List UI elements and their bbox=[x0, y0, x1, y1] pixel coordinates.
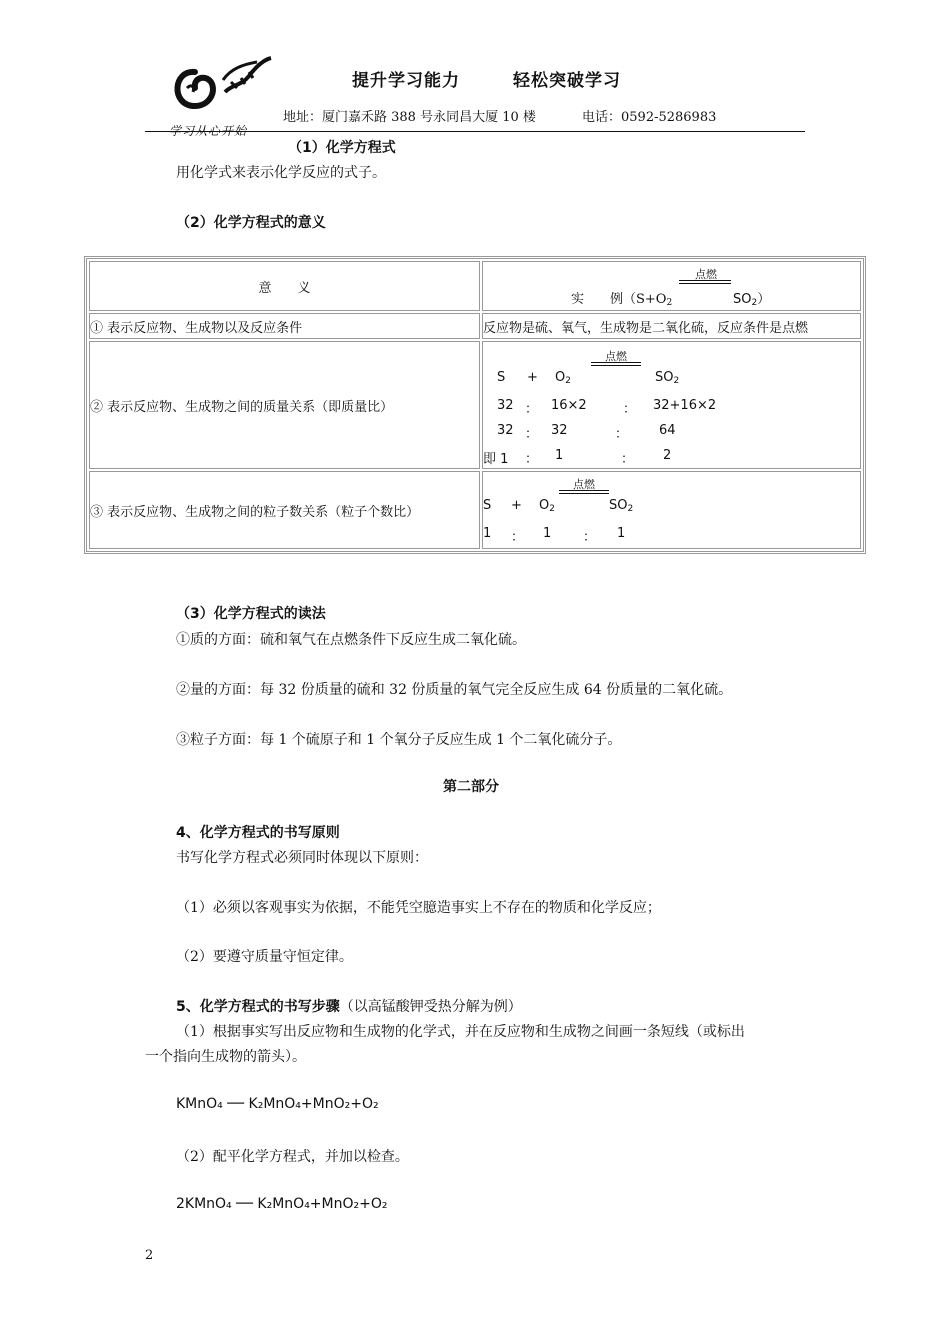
logo bbox=[145, 52, 275, 137]
page-number: 2 bbox=[145, 1248, 154, 1263]
row1-example: 反应物是硫、氧气，生成物是二氧化硫，反应条件是点燃 bbox=[482, 313, 861, 339]
section5-heading: 5、化学方程式的书写步骤 bbox=[176, 999, 340, 1015]
slogan-left: 提升学习能力 bbox=[352, 71, 460, 91]
logo-tagline: ——学习从心开始 bbox=[145, 124, 248, 138]
section5-heading-line bbox=[176, 996, 522, 1016]
equation-balanced: 2KMnO₄ ── K₂MnO₄+MnO₂+O₂ bbox=[176, 1196, 388, 1212]
col1-header-text: 意 义 bbox=[258, 280, 311, 296]
condition-label: 点燃 bbox=[695, 268, 717, 281]
section2-heading: （2）化学方程式的意义 bbox=[176, 215, 326, 231]
header-divider bbox=[145, 131, 805, 132]
row2-example: 点燃 S + $O_2$ $SO_2$ 32 ： 16×2 ： 32+16×2 32 ： 32 ： 64 即 1 ： 1 ： 2 bbox=[482, 341, 861, 469]
section3-p1: ①质的方面：硫和氧气在点燃条件下反应生成二氧化硫。 bbox=[176, 632, 526, 648]
section1-body: 用化学式来表示化学反应的式子。 bbox=[176, 165, 386, 181]
section1-heading: （1）化学方程式 bbox=[288, 140, 396, 156]
row3-meaning: ③ 表示反应物、生成物之间的粒子数关系（粒子个数比） bbox=[89, 471, 480, 549]
row2-meaning: ② 表示反应物、生成物之间的质量关系（即质量比） bbox=[89, 341, 480, 469]
condition-label: 点燃 bbox=[573, 478, 595, 491]
example-formula: 实 例（$S+O_2$ bbox=[571, 292, 673, 308]
section3-p2: ②量的方面：每 32 份质量的硫和 32 份质量的氧气完全反应生成 64 份质量的二氧化硫。 bbox=[176, 682, 733, 698]
section5-step1-line2: 一个指向生成物的箭头）。 bbox=[145, 1049, 306, 1065]
section4-intro: 书写化学方程式必须同时体现以下原则： bbox=[176, 850, 428, 866]
table-header-example bbox=[482, 261, 861, 311]
part-title: 第二部分 bbox=[443, 779, 499, 795]
header-phone: 电话：0592-5286983 bbox=[582, 110, 717, 125]
table-row bbox=[89, 471, 861, 549]
table-header-row bbox=[89, 261, 861, 311]
section3-p3: ③粒子方面：每 1 个硫原子和 1 个氧分子反应生成 1 个二氧化硫分子。 bbox=[176, 732, 622, 748]
slogan-right: 轻松突破学习 bbox=[513, 71, 621, 91]
header-address: 地址：厦门嘉禾路 388 号永同昌大厦 10 楼 bbox=[283, 110, 536, 125]
table-row bbox=[89, 313, 861, 339]
section5-step1-line1: （1）根据事实写出反应物和生成物的化学式，并在反应物和生成物之间画一条短线（或标出 bbox=[176, 1024, 745, 1040]
equals-sign bbox=[591, 362, 641, 366]
table-row bbox=[89, 341, 861, 469]
section3-heading: （3）化学方程式的读法 bbox=[176, 606, 326, 622]
section4-rule1: （1）必须以客观事实为依据，不能凭空臆造事实上不存在的物质和化学反应； bbox=[176, 900, 661, 916]
row1-meaning: ① 表示反应物、生成物以及反应条件 bbox=[89, 313, 480, 339]
section4-heading: 4、化学方程式的书写原则 bbox=[176, 825, 340, 841]
table-header-meaning bbox=[89, 261, 480, 311]
row3-example: 点燃 S + $O_2$ $SO_2$ 1 ： 1 ： 1 bbox=[482, 471, 861, 549]
section4-rule2: （2）要遵守质量守恒定律。 bbox=[176, 949, 353, 965]
logo-swirl-icon bbox=[145, 52, 275, 122]
meaning-table bbox=[84, 256, 866, 554]
section5-step2: （2）配平化学方程式，并加以检查。 bbox=[176, 1149, 409, 1165]
example-product: $SO_2$） bbox=[733, 292, 771, 308]
equation-unbalanced: KMnO₄ ── K₂MnO₄+MnO₂+O₂ bbox=[176, 1096, 379, 1112]
condition-label: 点燃 bbox=[605, 350, 627, 363]
equals-sign bbox=[559, 490, 609, 494]
equals-sign bbox=[679, 280, 731, 284]
section5-heading-note: （以高锰酸钾受热分解为例） bbox=[339, 999, 522, 1015]
logo-text: 学习从心开始 bbox=[169, 124, 248, 138]
